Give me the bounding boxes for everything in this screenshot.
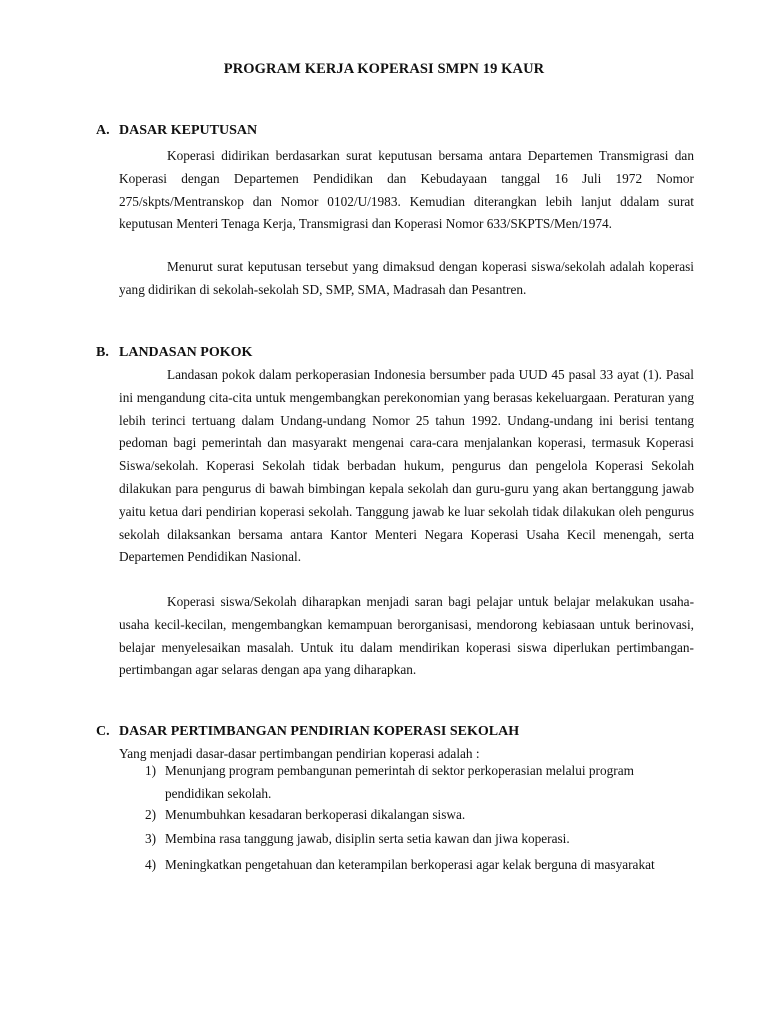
list-item-number: 3) — [145, 831, 157, 846]
section-a-letter: A. — [96, 123, 110, 138]
section-b-title: LANDASAN POKOK — [119, 345, 253, 360]
section-b-paragraph-2: Koperasi siswa/Sekolah diharapkan menjadi saran bagi pelajar untuk belajar melakukan usaha-usaha kecil-kecilan, mengembangkan kemampuan berorganisasi, mendorong kebiasaan untuk berinovasi, belajar menyelesaikan masalah. Untuk itu dalam mendirikan koperasi siswa diperlukan pertimbangan- pertimbangan agar selaras dengan apa yang diharapkan. — [119, 594, 694, 678]
section-c-letter: C. — [96, 724, 110, 739]
list-item-number: 1) — [145, 763, 157, 778]
section-b-paragraph-1: Landasan pokok dalam perkoperasian Indonesia bersumber pada UUD 45 pasal 33 ayat (1). Pasal ini mengandung cita-cita untuk mengembangkan perekonomian yang berasas kekeluargaan. Peraturan yang lebih terinci tertuang dalam Undang-undang Nomor 25 tahun 1992. Undang-undang ini berisi tentang pedoman bagi pemerintah dan masyarakt mengenai cara-cara menjalankan koperasi, termasuk Koperasi Siswa/sekolah. Koperasi Sekolah tidak berbadan hukum, pengurus dan pengelola Koperasi Sekolah dilakukan para pengurus di bawah bimbingan kepala sekolah dan guru-guru yang akan bertanggung jawab yaitu ketua dari pendirian koperasi sekolah. Tanggung jawab ke luar sekolah tidak dilakukan oleh pengurus sekolah dilaksankan bersama antara Kantor Menteri Negara Koperasi Usaha Kecil menengah, serta Departemen Pendidikan Nasional. — [119, 367, 694, 565]
list-item-number: 4) — [145, 857, 157, 872]
list-item-text: Membina rasa tanggung jawab, disiplin serta setia kawan dan jiwa koperasi. — [165, 831, 570, 846]
section-c-heading — [96, 724, 519, 740]
document-title: PROGRAM KERJA KOPERASI SMPN 19 KAUR — [223, 61, 545, 77]
section-b-heading — [96, 345, 252, 361]
section-a-paragraph-2: Menurut surat keputusan tersebut yang dimaksud dengan koperasi siswa/sekolah adalah koperasi yang didirikan di sekolah-sekolah SD, SMP, SMA, Madrasah dan Pesantren. — [119, 259, 694, 297]
section-c-intro: Yang menjadi dasar-dasar pertimbangan pendirian koperasi adalah : — [119, 746, 480, 761]
section-a-heading — [96, 123, 257, 139]
list-item-text: Meningkatkan pengetahuan dan keterampilan berkoperasi agar kelak berguna di masyarakat — [165, 857, 655, 872]
list-item-number: 2) — [145, 807, 157, 822]
list-item-text: Menunjang program pembangunan pemerintah di sektor perkoperasian melalui program pendidikan sekolah. — [165, 763, 634, 801]
section-a-paragraph-1: Koperasi didirikan berdasarkan surat keputusan bersama antara Departemen Transmigrasi dan Koperasi dengan Departemen Pendidikan dan Kebudayaan tanggal 16 Juli 1972 Nomor 275/skpts/Mentranskop dan Nomor 0102/U/1983. Kemudian diterangkan lebih lanjut ddalam surat keputusan Menteri Tenaga Kerja, Transmigrasi dan Koperasi Nomor 633/SKPTS/Men/1974. — [119, 148, 694, 232]
section-a-title: DASAR KEPUTUSAN — [119, 123, 258, 138]
list-item-text: Menumbuhkan kesadaran berkoperasi dikalangan siswa. — [165, 807, 466, 822]
section-b-letter: B. — [96, 345, 109, 360]
section-c-title: DASAR PERTIMBANGAN PENDIRIAN KOPERASI SEKOLAH — [119, 724, 520, 739]
